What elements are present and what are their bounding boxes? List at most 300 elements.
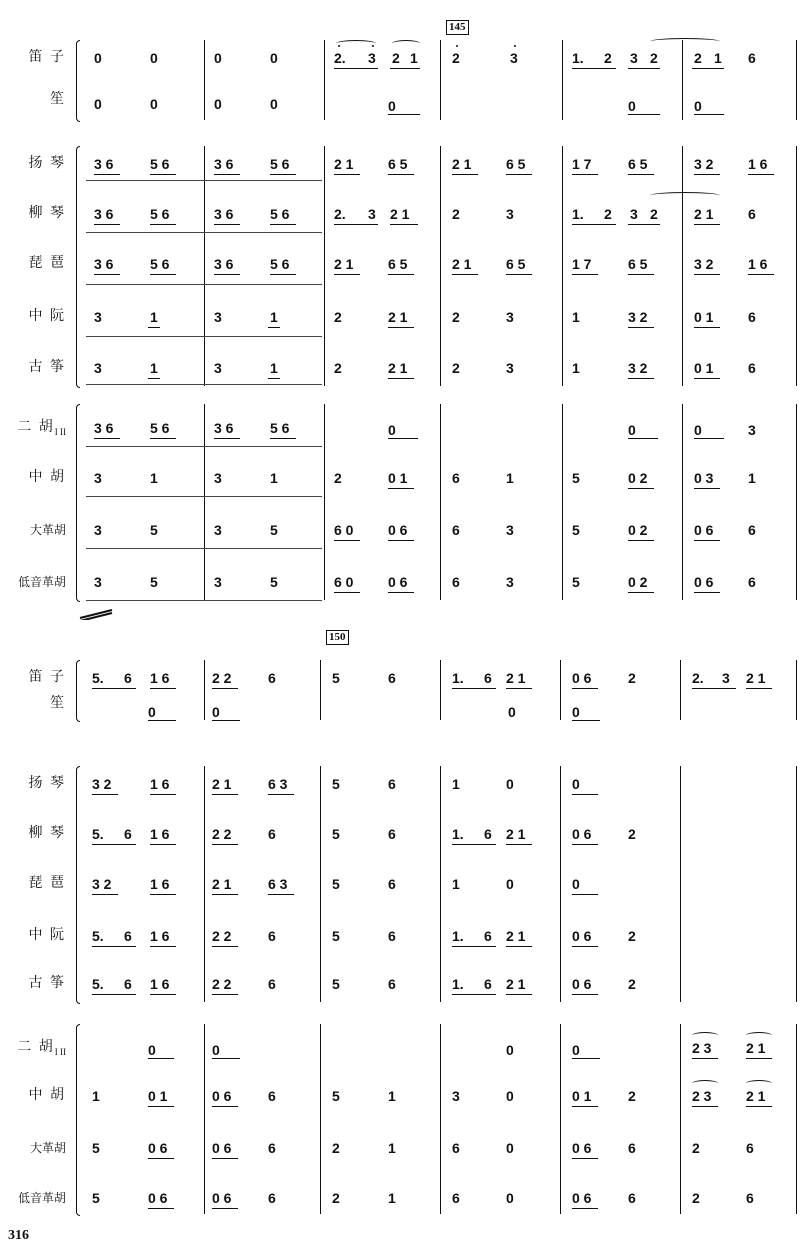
note: 3 6 [94, 420, 114, 436]
underline [92, 844, 136, 845]
slur [692, 1080, 718, 1087]
instrument-label: 古 筝 [28, 976, 66, 991]
note: 6 [628, 1140, 636, 1156]
group-brace [76, 404, 80, 602]
note: 3 2 [92, 876, 112, 892]
note: 6 [124, 826, 132, 842]
note: 2 [650, 50, 658, 66]
note: 0 6 [572, 1190, 592, 1206]
note: 1. [452, 826, 464, 842]
score-system-1 [0, 0, 804, 610]
rehearsal-mark-150: 150 [326, 630, 349, 645]
underline [694, 274, 720, 275]
note: 1 [714, 50, 722, 66]
note: 5 6 [270, 206, 290, 222]
underline [212, 794, 238, 795]
note: 0 2 [628, 470, 648, 486]
instrument-label: 笛 子 [28, 670, 66, 685]
note: 6 0 [334, 574, 354, 590]
barline [204, 766, 205, 1002]
underline [692, 1106, 718, 1107]
note: 2 1 [334, 156, 354, 172]
note: 0 [150, 96, 158, 112]
note: 6 [268, 1140, 276, 1156]
note: 2 [628, 826, 636, 842]
underline [628, 68, 660, 69]
note: 3 [368, 206, 376, 222]
staff-rule [86, 446, 322, 447]
note: 1 6 [150, 976, 170, 992]
underline [148, 1058, 174, 1059]
note: 1 [388, 1190, 396, 1206]
underline [148, 720, 176, 721]
barline [440, 404, 441, 600]
underline [212, 894, 238, 895]
note: 3 6 [214, 156, 234, 172]
note: 1 [92, 1088, 100, 1104]
barline [796, 660, 797, 720]
note: 5 6 [150, 256, 170, 272]
underline [746, 688, 772, 689]
underline [212, 994, 238, 995]
underline [388, 114, 420, 115]
instrument-label: 大革胡 [29, 1141, 66, 1155]
underline [334, 68, 378, 69]
underline [334, 174, 360, 175]
note: 6 [124, 670, 132, 686]
note: 5 [270, 574, 278, 590]
underline [148, 327, 160, 328]
note: 2 [332, 1140, 340, 1156]
note: 1 7 [572, 256, 592, 272]
underline [572, 68, 616, 69]
barline [682, 146, 683, 386]
barline [440, 1024, 441, 1214]
note: 2 2 [212, 928, 232, 944]
note: 0 [506, 776, 514, 792]
underline [452, 274, 478, 275]
barline [324, 404, 325, 600]
note: 6 [268, 1190, 276, 1206]
note: 5 6 [270, 156, 290, 172]
note: 2 2 [212, 826, 232, 842]
staff-rule [86, 336, 322, 337]
note: 0 [212, 704, 220, 720]
staff-rule [86, 284, 322, 285]
barline [796, 146, 797, 386]
barline [680, 660, 681, 720]
underline [748, 274, 774, 275]
note: 2 [334, 309, 342, 325]
note: 2 [452, 50, 460, 66]
note: 3 [748, 422, 756, 438]
note: 0 1 [694, 360, 714, 376]
note: 0 [506, 1190, 514, 1206]
note: 6 5 [506, 156, 526, 172]
barline [204, 146, 205, 386]
high-octave-dot [456, 45, 458, 47]
underline [270, 174, 296, 175]
underline [572, 224, 616, 225]
barline [204, 660, 205, 720]
note: 2 1 [746, 1040, 766, 1056]
score-system-2 [0, 620, 804, 1220]
slur [746, 1032, 772, 1039]
barline [682, 40, 683, 120]
underline [452, 946, 496, 947]
note: 0 6 [212, 1088, 232, 1104]
note: 5 6 [270, 420, 290, 436]
note: 0 1 [572, 1088, 592, 1104]
note: 3 [368, 50, 376, 66]
underline [150, 946, 176, 947]
note: 1 [150, 360, 158, 376]
note: 6 [388, 826, 396, 842]
note: 0 [694, 98, 702, 114]
note: 0 6 [148, 1140, 168, 1156]
underline [150, 894, 176, 895]
note: 0 [572, 1042, 580, 1058]
underline [572, 174, 598, 175]
slur [692, 1032, 718, 1039]
instrument-label: 古 筝 [28, 360, 66, 375]
barline [204, 1024, 205, 1214]
underline [628, 274, 654, 275]
note: 2 [692, 1140, 700, 1156]
note: 2 [452, 206, 460, 222]
note: 0 6 [694, 574, 714, 590]
note: 5. [92, 826, 104, 842]
barline [796, 404, 797, 600]
note: 0 [148, 1042, 156, 1058]
underline [694, 378, 720, 379]
note: 3 2 [694, 156, 714, 172]
note: 2 1 [212, 876, 232, 892]
note: 3 [506, 206, 514, 222]
instrument-label: 二 胡$_{I II}$ [17, 420, 66, 437]
underline [150, 688, 176, 689]
barline [560, 660, 561, 720]
note: 1 6 [748, 156, 768, 172]
underline [268, 894, 294, 895]
underline [94, 274, 120, 275]
note: 6 [748, 309, 756, 325]
note: 5. [92, 670, 104, 686]
barline [680, 766, 681, 1002]
barline [796, 1024, 797, 1214]
underline [388, 592, 414, 593]
note: 1 6 [150, 826, 170, 842]
underline [212, 1208, 238, 1209]
underline [388, 438, 418, 439]
note: 6 [388, 928, 396, 944]
note: 3 [214, 522, 222, 538]
note: 6 5 [628, 156, 648, 172]
note: 6 [388, 876, 396, 892]
underline [150, 994, 176, 995]
underline [212, 946, 238, 947]
note: 1 6 [150, 670, 170, 686]
note: 5 [332, 776, 340, 792]
note: 1 6 [150, 928, 170, 944]
underline [388, 274, 414, 275]
rehearsal-mark-145: 145 [446, 20, 469, 35]
note: 3 [506, 522, 514, 538]
note: 0 [628, 422, 636, 438]
note: 6 [746, 1190, 754, 1206]
staff-rule [86, 548, 322, 549]
staff-rule [86, 496, 322, 497]
note: 1. [452, 976, 464, 992]
underline [628, 327, 654, 328]
underline [268, 378, 280, 379]
underline [212, 1158, 238, 1159]
note: 3 [94, 522, 102, 538]
underline [94, 224, 120, 225]
group-brace [76, 766, 80, 1004]
barline [562, 146, 563, 386]
underline [694, 174, 720, 175]
underline [694, 224, 720, 225]
underline [572, 894, 598, 895]
instrument-label: 中 阮 [28, 309, 66, 324]
note: 2 1 [506, 976, 526, 992]
note: 6 5 [506, 256, 526, 272]
note: 2 1 [746, 670, 766, 686]
instrument-label: 扬 琴 [28, 156, 66, 171]
underline [94, 174, 120, 175]
note: 2 [628, 1088, 636, 1104]
note: 2 [332, 1190, 340, 1206]
note: 0 6 [148, 1190, 168, 1206]
note: 6 [452, 574, 460, 590]
barline [796, 766, 797, 1002]
note: 2 [604, 206, 612, 222]
barline [562, 404, 563, 600]
underline [148, 378, 160, 379]
note: 6 [748, 206, 756, 222]
underline [388, 327, 414, 328]
note: 1. [452, 670, 464, 686]
staff-rule [86, 232, 322, 233]
note: 2 [628, 670, 636, 686]
underline [452, 994, 496, 995]
note: 3 6 [214, 206, 234, 222]
note: 0 3 [694, 470, 714, 486]
note: 5 6 [150, 420, 170, 436]
underline [92, 688, 136, 689]
underline [748, 174, 774, 175]
note: 3 2 [628, 360, 648, 376]
underline [628, 438, 658, 439]
note: 0 [506, 876, 514, 892]
note: 5 [332, 1088, 340, 1104]
note: 5 6 [270, 256, 290, 272]
note: 6 [452, 1140, 460, 1156]
high-octave-dot [338, 45, 340, 47]
note: 0 1 [694, 309, 714, 325]
note: 3 [452, 1088, 460, 1104]
note: 0 [628, 98, 636, 114]
underline [692, 688, 736, 689]
underline [92, 894, 118, 895]
underline [452, 688, 496, 689]
barline [324, 146, 325, 386]
slur [746, 1080, 772, 1087]
note: 1 6 [150, 876, 170, 892]
note: 3 [630, 206, 638, 222]
note: 6 [452, 522, 460, 538]
instrument-label: 低音革胡 [17, 1191, 66, 1205]
underline [572, 794, 598, 795]
note: 2 [694, 50, 702, 66]
note: 1 [270, 360, 278, 376]
underline [212, 844, 238, 845]
note: 0 6 [212, 1140, 232, 1156]
underline [92, 994, 136, 995]
note: 0 [270, 96, 278, 112]
underline [628, 540, 654, 541]
underline [150, 174, 176, 175]
underline [506, 274, 532, 275]
underline [150, 274, 176, 275]
note: 0 [214, 96, 222, 112]
note: 6 [388, 670, 396, 686]
underline [572, 1058, 600, 1059]
note: 2 [628, 976, 636, 992]
note: 3 [94, 470, 102, 486]
note: 0 [572, 704, 580, 720]
note: 2 1 [694, 206, 714, 222]
note: 2 3 [692, 1088, 712, 1104]
underline [452, 174, 478, 175]
note: 2 1 [452, 156, 472, 172]
underline [390, 68, 420, 69]
note: 5. [92, 976, 104, 992]
barline [440, 766, 441, 1002]
staff-rule [86, 384, 322, 385]
underline [692, 1058, 718, 1059]
underline [388, 488, 414, 489]
high-octave-dot [514, 45, 516, 47]
underline [628, 378, 654, 379]
note: 2 1 [506, 670, 526, 686]
page-number: 316 [8, 1228, 29, 1243]
underline [572, 688, 598, 689]
note: 6 [452, 1190, 460, 1206]
barline [320, 660, 321, 720]
instrument-label: 中 胡 [28, 470, 66, 485]
note: 5 [150, 574, 158, 590]
note: 1 7 [572, 156, 592, 172]
instrument-label: 二 胡$_{I II}$ [17, 1040, 66, 1057]
note: 6 [268, 1088, 276, 1104]
note: 2 1 [746, 1088, 766, 1104]
note: 0 1 [148, 1088, 168, 1104]
barline [440, 40, 441, 120]
note: 0 6 [572, 1140, 592, 1156]
instrument-label: 大革胡 [29, 523, 66, 537]
underline [694, 114, 724, 115]
note: 5 [92, 1140, 100, 1156]
note: 2 2 [212, 976, 232, 992]
note: 0 [506, 1140, 514, 1156]
underline [452, 844, 496, 845]
staff-rule [86, 600, 322, 601]
note: 5 [572, 522, 580, 538]
slur [650, 38, 720, 45]
note: 5 [572, 470, 580, 486]
note: 3 6 [94, 206, 114, 222]
barline [324, 40, 325, 120]
note: 5 [92, 1190, 100, 1206]
underline [390, 224, 418, 225]
barline [680, 1024, 681, 1214]
note: 3 [94, 574, 102, 590]
underline [506, 688, 532, 689]
note: 1 [452, 876, 460, 892]
group-brace [76, 660, 80, 722]
underline [334, 592, 360, 593]
underline [150, 224, 176, 225]
note: 0 [572, 876, 580, 892]
note: 0 [506, 1042, 514, 1058]
note: 3 [722, 670, 730, 686]
note: 1 6 [150, 776, 170, 792]
high-octave-dot [372, 45, 374, 47]
underline [214, 274, 240, 275]
note: 1. [572, 206, 584, 222]
note: 3 2 [694, 256, 714, 272]
instrument-label: 笙 [50, 92, 66, 107]
underline [628, 224, 660, 225]
underline [148, 1158, 174, 1159]
note: 5 [572, 574, 580, 590]
note: 2 1 [506, 928, 526, 944]
barline [560, 766, 561, 1002]
underline [92, 794, 118, 795]
underline [270, 224, 296, 225]
barline [562, 40, 563, 120]
note: 5 [332, 826, 340, 842]
note: 2. [692, 670, 704, 686]
instrument-label: 笛 子 [28, 50, 66, 65]
note: 1 [410, 50, 418, 66]
underline [572, 1158, 598, 1159]
underline [628, 174, 654, 175]
underline [628, 488, 654, 489]
instrument-label: 低音革胡 [17, 575, 66, 589]
note: 0 [506, 1088, 514, 1104]
underline [746, 1106, 772, 1107]
note: 6 [124, 976, 132, 992]
barline [560, 1024, 561, 1214]
note: 1 [150, 470, 158, 486]
note: 0 [150, 50, 158, 66]
note: 0 [214, 50, 222, 66]
note: 0 [212, 1042, 220, 1058]
note: 3 [214, 470, 222, 486]
note: 3 6 [214, 256, 234, 272]
note: 0 1 [388, 470, 408, 486]
note: 2 1 [334, 256, 354, 272]
note: 6 [746, 1140, 754, 1156]
note: 2 3 [692, 1040, 712, 1056]
underline [148, 1208, 174, 1209]
underline [268, 327, 280, 328]
underline [214, 174, 240, 175]
note: 1 [270, 470, 278, 486]
